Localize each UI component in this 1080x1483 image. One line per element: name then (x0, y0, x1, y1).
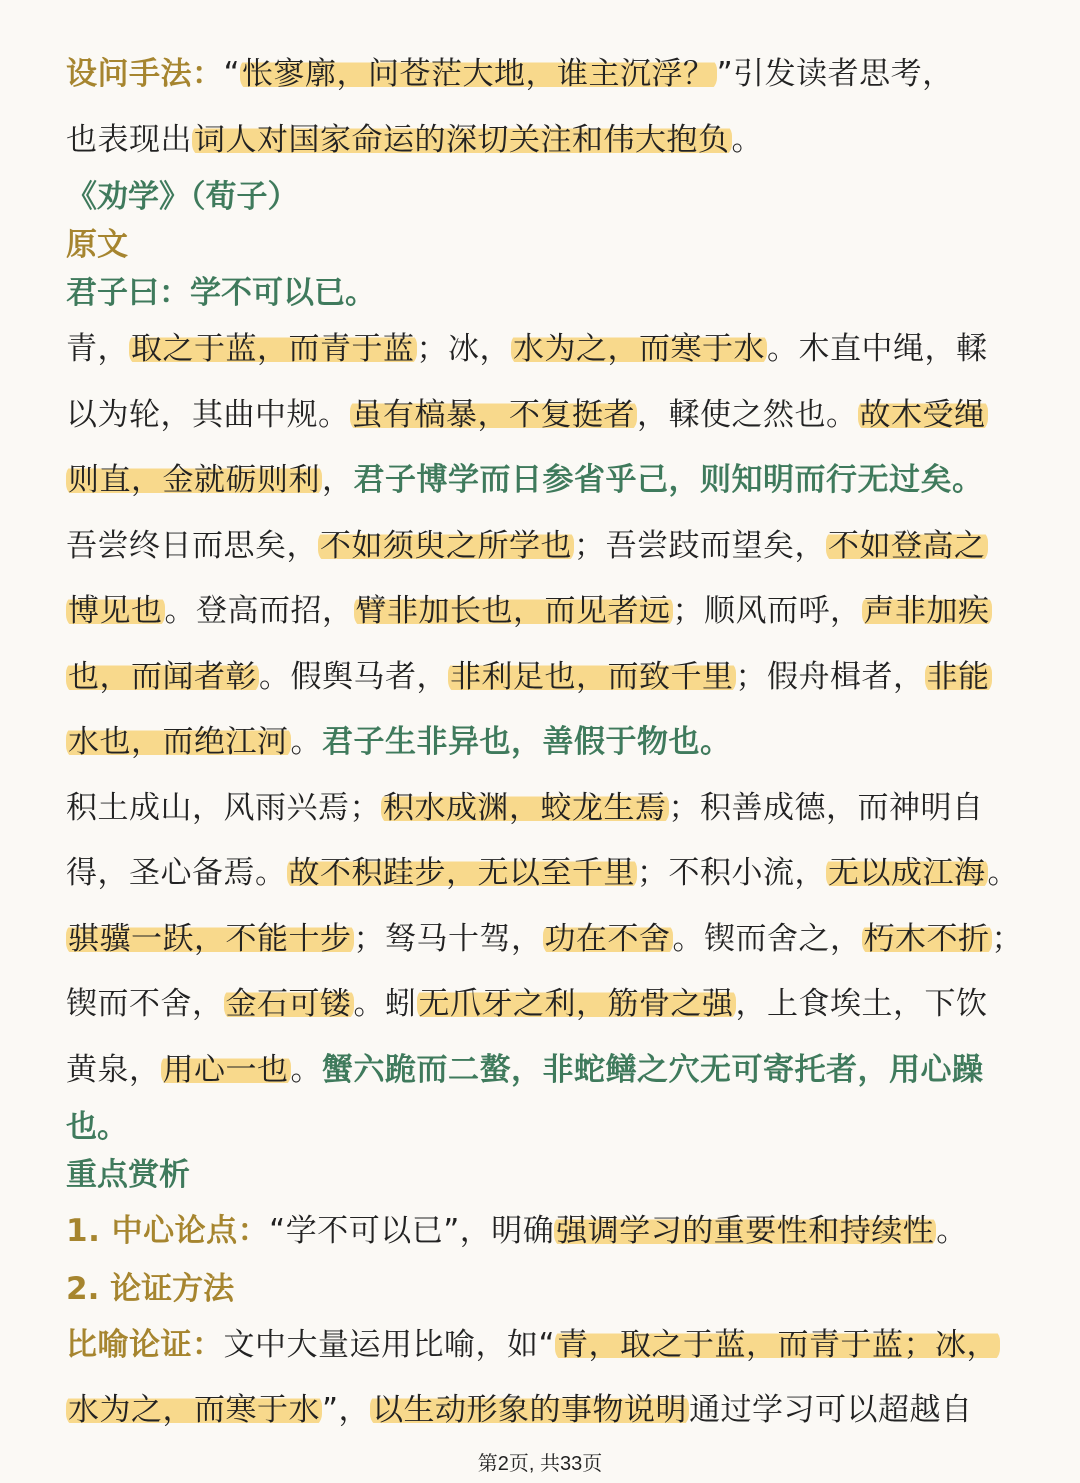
document-page (66, 42, 1023, 1444)
highlight: 声非加疾 (863, 593, 990, 629)
highlight: 臂非加长也，而见者远 (355, 593, 671, 629)
text: 。登高而招， (164, 593, 354, 629)
work-title: 《劝学》（荀子） (66, 179, 299, 215)
highlight: 水也，而绝江河 (68, 724, 289, 760)
p3-line-6 (66, 1103, 1016, 1151)
p3-line-3 (66, 907, 1023, 973)
p3-line-4 (66, 972, 1016, 1038)
highlight: 用心一也 (162, 1051, 289, 1088)
highlight: 博见也 (68, 593, 163, 629)
highlight: 非利足也，而致千里 (450, 658, 734, 695)
p3-line-1 (66, 776, 1016, 842)
p3-line-5 (66, 1038, 1016, 1104)
text: 得，圣心备焉。 (66, 855, 287, 891)
text: 。木直中绳，輮 (767, 331, 988, 367)
highlight: 积水成渊，蛟龙生焉 (383, 789, 667, 826)
highlight: 虽有槁暴，不复挺者 (351, 396, 635, 433)
text: 积土成山，风雨兴焉； (66, 789, 381, 826)
highlight: 强调学习的重要性和持续性 (556, 1213, 935, 1249)
p2-line-1 (66, 514, 1016, 580)
text: “学不可以已”，明确 (269, 1213, 555, 1249)
text: ，上食埃土，下饮 (735, 986, 988, 1022)
highlight: 不如登高之 (828, 527, 986, 564)
text: 也表现出 (66, 121, 192, 158)
text: ； (991, 920, 1023, 957)
highlight: 故不积跬步，无以至千里 (288, 855, 635, 891)
metaphor-line-2 (66, 1378, 1016, 1444)
text: ；吾尝跂而望矣， (574, 527, 826, 564)
highlight: 青，取之于蓝，而青于蓝；冰， (557, 1326, 999, 1363)
text: 黄泉， (66, 1051, 161, 1088)
p1-line-2 (66, 383, 1016, 449)
highlight: 功在不舍 (544, 920, 671, 957)
text: 。 (290, 1051, 322, 1088)
highlight: 以生动形象的事物说明 (372, 1392, 688, 1428)
highlight: 词人对国家命运的深切关注和伟大抱负 (194, 121, 730, 158)
highlight: 怅寥廓，问苍茫大地，谁主沉浮？ (242, 56, 715, 92)
text: 吾尝终日而思矣， (66, 527, 318, 564)
highlight: 故木受绳 (859, 396, 986, 433)
p1-line-1 (66, 317, 1016, 383)
text: 。 (987, 855, 1019, 891)
p2-line-3 (66, 645, 1016, 711)
highlight: 无以成江海 (828, 855, 986, 891)
text: 青， (66, 331, 129, 367)
p3-line-2 (66, 841, 1019, 907)
text: ；顺风而呼， (672, 593, 862, 629)
key-sentence: 蟹六跪而二螯，非蛇鳝之穴无可寄托者，用心躁 (322, 1051, 984, 1088)
page-footer: 第2页, 共33页 (477, 1453, 603, 1475)
highlight: 朽木不折 (863, 920, 990, 957)
highlight: 非能 (926, 658, 990, 695)
highlight: 金石可镂 (225, 986, 352, 1022)
highlight: 不如须臾之所学也 (320, 527, 572, 564)
text: ”引发读者思考， (716, 56, 954, 92)
text: 以为轮，其曲中规。 (66, 396, 350, 433)
text: ；积善成德，而神明自 (668, 789, 984, 826)
metaphor-line-1 (66, 1313, 1016, 1379)
text: ；不积小流， (637, 855, 826, 891)
p2-line-2 (66, 579, 1016, 645)
metaphor-label: 比喻论证： (66, 1326, 224, 1363)
analysis-label: 重点赏析 (66, 1157, 190, 1193)
rhetoric-label: 设问手法： (66, 56, 224, 92)
text: 锲而不舍， (66, 986, 224, 1022)
text: 通过学习可以超越自 (689, 1392, 973, 1428)
highlight: 水为之，而寒于水 (68, 1392, 320, 1428)
text: 。锲而舍之， (672, 920, 862, 957)
highlight: 取之于蓝，而青于蓝 (131, 331, 415, 367)
text: ；假舟楫者， (735, 658, 925, 695)
highlight: 水为之，而寒于水 (513, 331, 765, 367)
text: 。 (290, 724, 322, 760)
p2-line-4 (66, 710, 1016, 776)
p1-line-3 (66, 448, 1016, 514)
text: “ (223, 56, 241, 92)
highlight: 骐骥一跃，不能十步 (68, 920, 352, 957)
text: 。 (936, 1213, 968, 1249)
text: 。蚓 (353, 986, 417, 1022)
analysis-point-2: 2. 论证方法 (66, 1270, 235, 1307)
original-label: 原文 (66, 227, 128, 263)
analysis-point-1 (66, 1199, 1016, 1265)
text: ， (322, 462, 354, 498)
key-sentence: 也。 (66, 1109, 128, 1145)
rhetoric-line-1 (66, 42, 1016, 108)
text: 。假舆马者， (259, 658, 448, 695)
text: ；冰， (416, 331, 511, 367)
rhetoric-line-2 (66, 108, 1016, 174)
opening-sentence: 君子曰：学不可以已。 (66, 275, 376, 311)
highlight: 则直，金就砺则利 (68, 462, 320, 498)
highlight: 也，而闻者彰 (68, 658, 257, 695)
text: ，輮使之然也。 (637, 396, 858, 433)
key-sentence: 君子生非异也，善假于物也。 (322, 724, 732, 760)
text: ”， (322, 1392, 371, 1428)
text: 。 (731, 121, 763, 158)
key-sentence: 君子博学而日参省乎己，则知明而行无过矣。 (353, 462, 984, 498)
highlight: 无爪牙之利，筋骨之强 (418, 986, 734, 1022)
text: ；驽马十驾， (353, 920, 543, 957)
point-label: 1. 中心论点： (66, 1213, 270, 1249)
text: 文中大量运用比喻，如“ (223, 1326, 556, 1363)
